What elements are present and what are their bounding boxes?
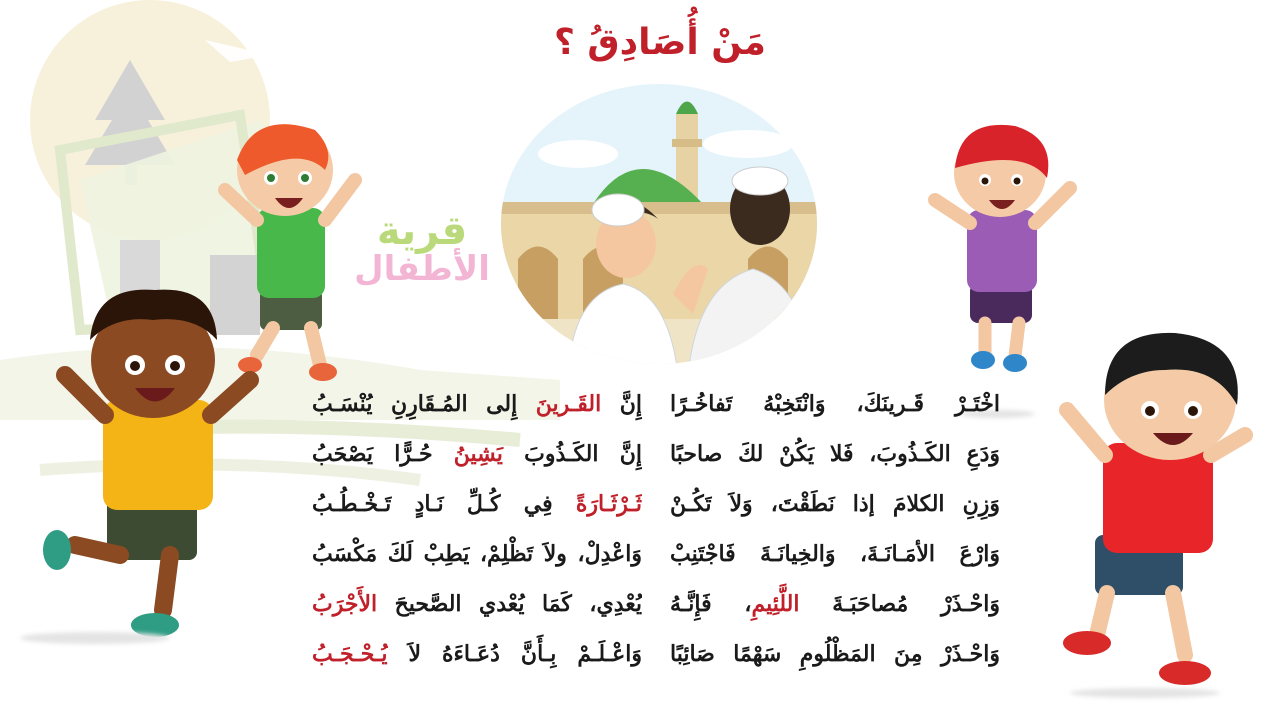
boy-black-hair-jumping — [1045, 325, 1270, 695]
verse-row — [300, 430, 1000, 478]
verse-first-hemistich — [670, 430, 1000, 478]
logo-line-1: قرية — [376, 208, 468, 254]
verse-text: حُـرًّا يَصْحَبُ — [312, 441, 454, 467]
page-title: مَنْ أُصَادِقُ ؟ — [554, 22, 766, 63]
highlighted-word: القَـرينَ — [535, 391, 602, 417]
verse-first-hemistich — [670, 630, 1000, 678]
verse-text: اخْتَـرْ قَـرينَكَ، وَانْتَخِبْهُ تَفاخُـرًا — [670, 391, 1000, 417]
verse-first-hemistich — [670, 530, 1000, 578]
verse-text: وَدَعِ الكَـذُوبَ، فَلا يَكُنْ لكَ صاحبًا — [670, 441, 1000, 467]
site-logo — [352, 210, 492, 288]
highlighted-word: اللَّئِيمِ — [751, 591, 800, 617]
verse-second-hemistich — [312, 480, 642, 528]
verse-text: وَاعْدِلْ، ولاَ تَظْلِمْ، يَطِبْ لَكَ مَكْسَبُ — [312, 541, 642, 567]
verse-second-hemistich — [312, 380, 642, 428]
verse-row — [300, 630, 1000, 678]
poem — [300, 380, 1000, 680]
verse-text: وَاحْـذَرْ مِنَ المَظْلُومِ سَهْمًا صَائِبًا — [670, 641, 1000, 667]
ground-shadow — [20, 632, 170, 644]
logo-line-2: الأطفال — [354, 249, 490, 289]
verse-text: إِلى المُـقَارِنِ يُنْسَـبُ — [312, 391, 536, 417]
verse-text: إِنَّ — [601, 391, 642, 417]
verse-text: يُعْدِي، كَمَا يُعْدي الصَّحيحَ — [377, 591, 642, 617]
verse-text: وَارْعَ الأمَـانَـةَ، وَالخِيانَـةَ فَاجْتَنِبْ — [670, 541, 1000, 567]
verse-row — [300, 480, 1000, 528]
verse-first-hemistich — [670, 580, 1000, 628]
ground-shadow — [1070, 688, 1220, 698]
verse-second-hemistich — [312, 430, 642, 478]
highlighted-word: يَشِينُ — [453, 441, 503, 467]
verse-text: وَزِنِ الكلامَ إذا نَطَقْتَ، وَلاَ تَكُـنْ — [670, 491, 1000, 517]
verse-first-hemistich — [670, 380, 1000, 428]
highlighted-word: الأَجْرَبُ — [312, 591, 378, 617]
verse-second-hemistich — [312, 630, 642, 678]
verse-row — [300, 530, 1000, 578]
verse-text: فِي كُـلِّ نَـادٍ تَـخْـطُـبُ — [312, 491, 576, 517]
highlighted-word: ثَـرْثَـارَةً — [575, 491, 642, 517]
verse-text: إِنَّ الكَـذُوبَ — [502, 441, 642, 467]
verse-text: وَاحْـذَرْ مُصاحَبَـةَ — [799, 591, 1000, 617]
verse-second-hemistich — [312, 530, 642, 578]
boy-curly-hair-jumping — [35, 280, 275, 650]
verse-first-hemistich — [670, 480, 1000, 528]
verse-row — [300, 380, 1000, 428]
highlighted-word: يُـحْـجَـبُ — [312, 641, 388, 667]
verse-text: ، فَإِنَّـهُ — [670, 591, 752, 617]
verse-row — [300, 580, 1000, 628]
mosque-scene-illustration — [498, 84, 820, 374]
verse-second-hemistich — [312, 580, 642, 628]
verse-text: وَاعْـلَـمْ بِـأَنَّ دُعَـاءَهُ لاَ — [387, 641, 642, 667]
